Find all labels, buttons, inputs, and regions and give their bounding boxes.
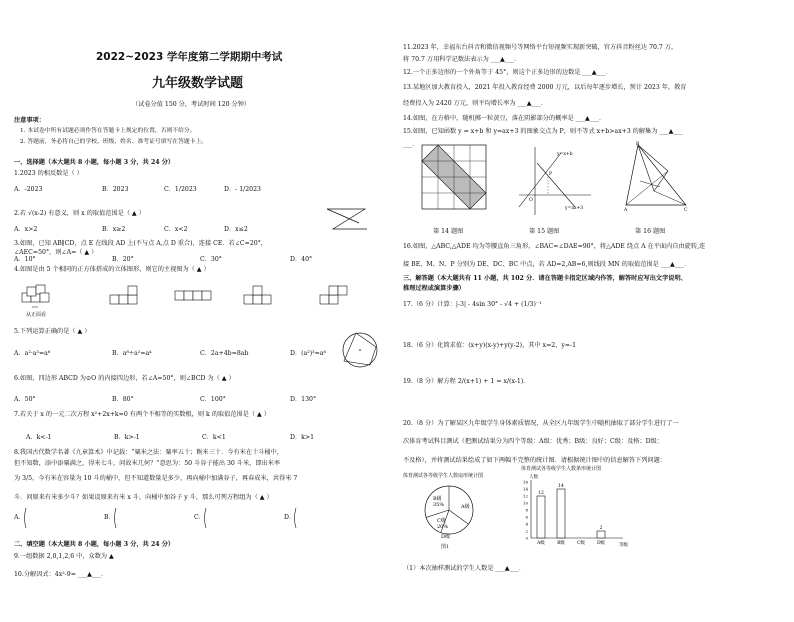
q1-opt-c: C．1/2023 (164, 186, 197, 193)
q7-stem: 7.若关于 x 的一元二次方程 x²+2x+k=0 有两个不相等的实数根，则 k 的取值范围是（ ▲ ） (14, 411, 270, 418)
q1-opt-b: B．2023 (102, 186, 129, 193)
q2-opt-d: D．x≤2 (224, 226, 248, 233)
bar-y-tick: 4 (525, 521, 528, 527)
q18: 18.（6 分）化简求值：(x+y)(x-y)+y(y-2)，其中 x=2，y=-1 (403, 342, 577, 349)
note-2: 2. 答题前，务必将自己的学校、班级、姓名、准考证号填写在答题卡上。 (20, 139, 208, 145)
pie-chart (419, 480, 489, 542)
q14-grid-figure (422, 145, 488, 217)
bar-value-label: 12 (538, 491, 544, 496)
q6-stem: 6.如图，四边形 ABCD 为⊙O 的内接四边形，若∠A=50°，则∠BCD 为（ ▲ ） (14, 375, 235, 382)
q7-opt-a: A．k<-1 (26, 434, 52, 441)
pie-slice-label: A级 (461, 504, 470, 510)
bar-category-label: C级 (577, 541, 585, 546)
subject-title: 九年级数学试题 (152, 76, 244, 91)
q4-figures (20, 283, 390, 315)
q6-opt-a: A．50° (14, 396, 36, 403)
q20-line-3: 不及格），并将测试结果绘成了如下两幅不完整的统计图．请根据统计图中的信息解答下列问题： (403, 457, 666, 464)
svg-text:O: O (529, 198, 533, 203)
q8-equation-systems (22, 506, 362, 534)
q6-circle-figure (340, 325, 380, 375)
bar-0 (537, 496, 545, 538)
q7-opt-b: B．k>-1 (114, 434, 140, 441)
q8-line-3: 为 3/5，今有米在容量为 10 斗的桶中，但不知道数量是多少，再向桶中加满谷子，再春成米，共得米 7 (14, 475, 298, 482)
q5-opt-d: D．(a²)³=a⁶ (290, 350, 326, 357)
note-1: 1. 本试卷中所有试题必须作答在答题卡上规定的位置，否则不给分。 (20, 128, 196, 134)
q2-opt-b: B．x≥2 (102, 226, 126, 233)
q3-opt-a: A．10° (14, 256, 36, 263)
svg-text:y=x+b: y=x+b (557, 152, 573, 157)
right-column (397, 0, 794, 622)
q4-view-label: 从正面看 (26, 312, 47, 318)
q8-opt-c: C． (194, 514, 205, 521)
q2-opt-c: C．x<2 (164, 226, 188, 233)
q3-stem-2: ∠AEC=50°，则∠A=（ ▲ ） (14, 249, 98, 256)
bar-x-label: 等级 (619, 543, 628, 548)
section3-heading-2: 推理过程或演算步骤） (403, 285, 465, 292)
bar-category-label: A级 (537, 541, 545, 546)
q17: 17.（6 分）计算：|-3| - 4sin 30° - √4 + (1/3)⁻¹ (403, 301, 542, 308)
section2-heading: 二、填空题（本大题共 8 小题，每小题 3 分，共 24 分） (14, 541, 175, 548)
svg-text:B: B (636, 142, 640, 147)
bar-y-tick: 16 (522, 479, 528, 485)
pie-fig-label: 图1 (441, 544, 450, 550)
q3-opt-b: B．20° (112, 256, 134, 263)
bar-chart (517, 474, 637, 550)
q15-line-2: ___． (403, 141, 419, 148)
q16-triangle-figure (622, 143, 692, 215)
caption-q14: 第 14 题图 (433, 228, 464, 235)
q8-line-2: 但不知数，添中添粟满之，得米七斗，问故米几何？”意思为：50 斗谷子能出 30 斗米，即出米率 (14, 460, 281, 467)
q8-line-1: 8.我国古代数学名著《九章算术》中记载：“粟米之法：粟率五十；粝米三十．今有米在十斗桶中， (14, 449, 283, 456)
q20-sub-1: （1）本次抽样测试的学生人数是 ___▲___． (403, 565, 526, 572)
q19: 19.（8 分）解方程 2/(x+1) + 1 = x/(x-1)． (403, 378, 530, 385)
svg-text:C: C (684, 208, 688, 213)
bar-chart-title: 体育测试各等级学生人数条形统计图 (521, 466, 602, 472)
q16-line-1: 16.如图，△ABC,△ADE 均为等腰直角三角形，∠BAC=∠DAE=90°，将△ADE 绕点 A 在平面内自由旋转,连 (403, 243, 706, 250)
q13-line-1: 13.某地区加大教育投入，2021 年投入教育经费 2000 万元，以后每年逐步增长，预计 2023 年，教育 (403, 84, 687, 91)
q20-line-2: 次体育考试科目测试（把测试结果分为四个等级：A级：优秀；B级：良好；C级：及格；D级： (403, 438, 664, 445)
pie-slice-label: D级 (441, 534, 451, 540)
bar-value-label: 2 (599, 526, 603, 531)
q5-opt-c: C．2a+4b=8ab (200, 350, 249, 357)
bar-y-tick: 14 (522, 486, 528, 492)
q7-opt-d: D．k>1 (290, 434, 315, 441)
q12: 12.一个正多边形的一个外角等于 45°，则这个正多边形的边数是 ___▲___． (403, 69, 612, 76)
caption-q15: 第 15 题图 (529, 228, 560, 235)
q8-opt-a: A． (14, 514, 25, 521)
section1-heading: 一、选择题（本大题共 8 小题，每小题 3 分，共 24 分） (14, 159, 175, 166)
svg-text:A: A (624, 208, 628, 213)
svg-text:y=ax+3: y=ax+3 (565, 206, 584, 211)
q1-opt-d: D．- 1/2023 (224, 186, 261, 193)
q9: 9.一组数据 2,0,1,2,6 中，众数为 ▲ (14, 553, 114, 560)
q8-line-4: 斗．问原来有米多少斗？如果设原来有米 x 斗，向桶中加谷子 y 斗，那么可列方程组为（ ▲ ） (14, 494, 273, 501)
pie-slice-label: C级 (437, 518, 446, 524)
bar-y-tick: 0 (525, 535, 528, 541)
q8-opt-b: B． (104, 514, 115, 521)
pie-slice-label: B级 (433, 496, 442, 502)
q11-line-1: 11.2023 年，幸福东台抖音和微信视频号等网络平台短视频实现新突破，官方抖音粉丝达 70.7 万， (403, 44, 678, 51)
bar-category-label: D级 (596, 541, 606, 546)
q14: 14.如图，在方格中，随机掷一粒黄豆，落在阴影部分的概率是 ___▲___． (403, 115, 606, 122)
svg-text:P: P (549, 172, 553, 177)
exam-info: （试卷分值 150 分，考试时间 120 分钟） (132, 101, 251, 108)
q3-stem-1: 3.如图，已知 AB∥CD，点 E 在线段 AD 上(不与点 A,点 D 重合)，连接 CE．若∠C=20°， (14, 240, 267, 247)
q5-opt-a: A．a²·a³=a⁶ (14, 350, 51, 357)
q3-figure (325, 205, 370, 233)
q2-stem: 2.若 √(x-2) 有意义，则 x 的取值范围是（ ▲ ） (14, 210, 145, 217)
exam-title: 2022~2023 学年度第二学期期中考试 (96, 51, 283, 63)
q15-line-1: 15.如图，已知函数 y = x+b 和 y=ax+3 的图象交点为 P，则不等式 x+b>ax+3 的解集为 ___▲___ (403, 128, 683, 135)
q1-opt-a: A．-2023 (14, 186, 43, 193)
q2-opt-a: A．x>2 (14, 226, 38, 233)
q13-line-2: 经费投入为 2420 万元，则平均增长率为 ___▲___． (403, 100, 547, 107)
q3-opt-c: C．30° (200, 256, 222, 263)
q6-opt-d: D．130° (290, 396, 317, 403)
notes-heading: 注意事项： (14, 117, 45, 124)
q8-opt-d: D． (284, 514, 296, 521)
q6-opt-c: C．100° (200, 396, 226, 403)
q3-opt-d: D．40° (290, 256, 313, 263)
bar-y-tick: 2 (525, 528, 528, 534)
bar-y-tick: 6 (525, 514, 528, 520)
bar-3 (597, 531, 605, 538)
q16-line-2: 接 BE，M、N、P 分别为 DE、DC、BC 中点，若 AD=2,AB=6,则线段 MN 的取值范围是 ___▲___． (403, 261, 691, 268)
pie-slice-label: 20% (437, 524, 449, 530)
bar-1 (557, 489, 565, 538)
bar-value-label: 14 (558, 484, 564, 489)
q10: 10.分解因式：4x²-9= ___▲___． (14, 571, 108, 578)
bar-y-tick: 8 (525, 507, 528, 513)
pie-chart-title: 体育测试各等级学生人数扇形统计图 (403, 473, 484, 479)
pie-slice-label: 35% (433, 502, 445, 508)
q4-stem: 4.如图是由 5 个相同的正方体搭成的立体图形，则它的主视图为（ ▲ ） (14, 266, 210, 273)
q7-opt-c: C．k<1 (202, 434, 226, 441)
caption-q16: 第 16 题图 (635, 228, 666, 235)
q20-line-1: 20.（8 分）为了解某区九年级学生身体素质情况，从全区九年级学生中随机抽取了部分学生进行了一 (403, 420, 679, 427)
q11-line-2: 将 70.7 万用科学记数法表示为 ___▲___． (403, 56, 521, 63)
q6-opt-b: B．80° (112, 396, 134, 403)
q5-stem: 5.下列运算正确的是（ ▲ ） (14, 328, 91, 335)
section3-heading-1: 三、解答题（本大题共有 11 小题，共 102 分．请在答题卡指定区域内作答，解答时应写出文字说明、 (403, 275, 687, 282)
bar-y-tick: 12 (522, 493, 528, 499)
bar-category-label: B级 (557, 541, 565, 546)
q1-stem: 1.2023 的相反数是（ ） (14, 170, 83, 177)
bar-y-tick: 10 (522, 500, 528, 506)
q15-graph-figure (515, 145, 595, 217)
q5-opt-b: B．a⁸÷a²=a⁴ (112, 350, 152, 357)
bar-y-label: 人数 (529, 475, 538, 480)
